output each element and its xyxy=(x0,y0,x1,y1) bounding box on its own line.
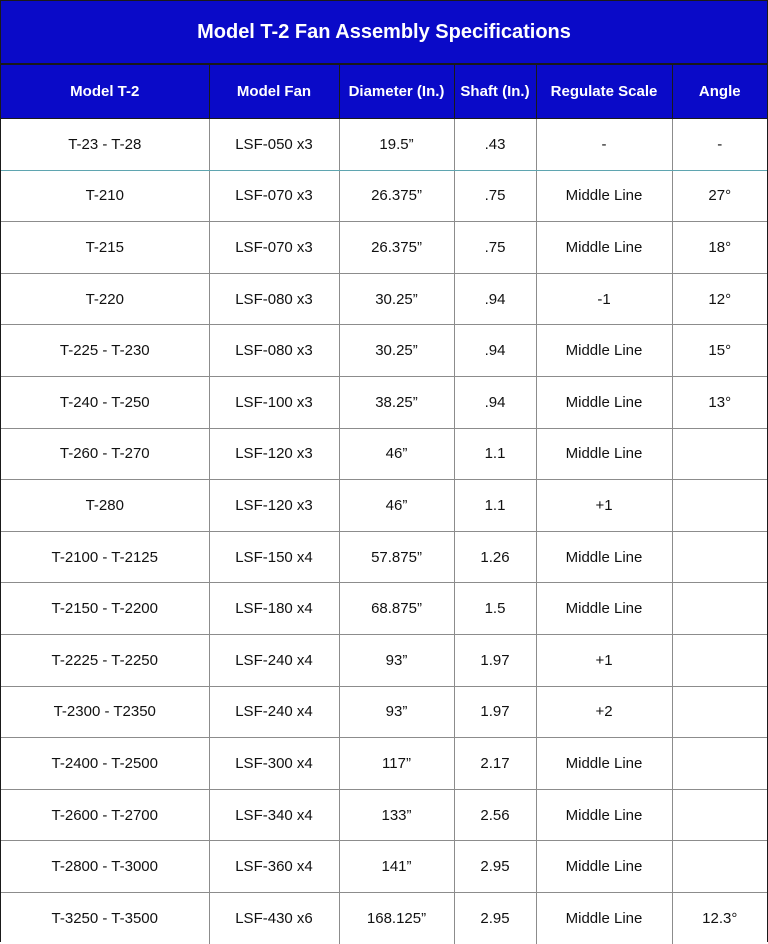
table-row xyxy=(1,222,767,274)
model-cell: T-2300 - T2350 xyxy=(1,686,209,738)
table-row xyxy=(1,480,767,532)
diameter-cell: 93” xyxy=(339,686,454,738)
regulate-scale-cell: -1 xyxy=(536,273,672,325)
diameter-cell: 133” xyxy=(339,789,454,841)
table-row xyxy=(1,119,767,171)
shaft-cell: 1.5 xyxy=(454,583,536,635)
regulate-scale-cell: Middle Line xyxy=(536,531,672,583)
regulate-scale-cell: Middle Line xyxy=(536,222,672,274)
angle-cell: 12° xyxy=(672,273,767,325)
shaft-cell: .75 xyxy=(454,170,536,222)
regulate-scale-cell: Middle Line xyxy=(536,789,672,841)
model-cell: T-240 - T-250 xyxy=(1,376,209,428)
table-row xyxy=(1,428,767,480)
model-cell: T-2800 - T-3000 xyxy=(1,841,209,893)
angle-cell xyxy=(672,789,767,841)
shaft-cell: 2.56 xyxy=(454,789,536,841)
angle-cell xyxy=(672,686,767,738)
column-header-angle: Angle xyxy=(672,65,767,119)
model-cell: T-215 xyxy=(1,222,209,274)
shaft-cell: 2.17 xyxy=(454,738,536,790)
model-cell: T-3250 - T-3500 xyxy=(1,892,209,944)
regulate-scale-cell: +1 xyxy=(536,634,672,686)
fan-cell: LSF-240 x4 xyxy=(209,686,339,738)
regulate-scale-cell: - xyxy=(536,119,672,171)
diameter-cell: 93” xyxy=(339,634,454,686)
regulate-scale-cell: Middle Line xyxy=(536,170,672,222)
regulate-scale-cell: Middle Line xyxy=(536,428,672,480)
fan-cell: LSF-340 x4 xyxy=(209,789,339,841)
column-header-diameter: Diameter (In.) xyxy=(339,65,454,119)
angle-cell xyxy=(672,480,767,532)
diameter-cell: 141” xyxy=(339,841,454,893)
fan-cell: LSF-050 x3 xyxy=(209,119,339,171)
fan-cell: LSF-430 x6 xyxy=(209,892,339,944)
column-header-model: Model T-2 xyxy=(1,65,209,119)
model-cell: T-260 - T-270 xyxy=(1,428,209,480)
fan-cell: LSF-120 x3 xyxy=(209,428,339,480)
angle-cell xyxy=(672,583,767,635)
fan-cell: LSF-080 x3 xyxy=(209,325,339,377)
table-body xyxy=(1,119,767,944)
angle-cell: 12.3° xyxy=(672,892,767,944)
shaft-cell: 1.26 xyxy=(454,531,536,583)
spec-table xyxy=(1,64,767,944)
column-header-fan: Model Fan xyxy=(209,65,339,119)
table-row xyxy=(1,376,767,428)
model-cell: T-2600 - T-2700 xyxy=(1,789,209,841)
shaft-cell: 1.97 xyxy=(454,686,536,738)
angle-cell xyxy=(672,738,767,790)
model-cell: T-2225 - T-2250 xyxy=(1,634,209,686)
fan-cell: LSF-180 x4 xyxy=(209,583,339,635)
page-title: Model T-2 Fan Assembly Specifications xyxy=(1,1,767,64)
regulate-scale-cell: +1 xyxy=(536,480,672,532)
diameter-cell: 30.25” xyxy=(339,273,454,325)
shaft-cell: 1.97 xyxy=(454,634,536,686)
fan-cell: LSF-120 x3 xyxy=(209,480,339,532)
angle-cell: 15° xyxy=(672,325,767,377)
angle-cell xyxy=(672,531,767,583)
shaft-cell: .94 xyxy=(454,273,536,325)
shaft-cell: .94 xyxy=(454,376,536,428)
regulate-scale-cell: Middle Line xyxy=(536,738,672,790)
fan-cell: LSF-070 x3 xyxy=(209,222,339,274)
table-row xyxy=(1,273,767,325)
column-header-shaft: Shaft (In.) xyxy=(454,65,536,119)
diameter-cell: 57.875” xyxy=(339,531,454,583)
fan-cell: LSF-070 x3 xyxy=(209,170,339,222)
angle-cell xyxy=(672,428,767,480)
fan-cell: LSF-080 x3 xyxy=(209,273,339,325)
model-cell: T-220 xyxy=(1,273,209,325)
regulate-scale-cell: +2 xyxy=(536,686,672,738)
fan-cell: LSF-300 x4 xyxy=(209,738,339,790)
table-row xyxy=(1,841,767,893)
angle-cell: 13° xyxy=(672,376,767,428)
model-cell: T-23 - T-28 xyxy=(1,119,209,171)
model-cell: T-210 xyxy=(1,170,209,222)
column-header-regulate-scale: Regulate Scale xyxy=(536,65,672,119)
regulate-scale-cell: Middle Line xyxy=(536,892,672,944)
shaft-cell: 1.1 xyxy=(454,480,536,532)
diameter-cell: 117” xyxy=(339,738,454,790)
diameter-cell: 30.25” xyxy=(339,325,454,377)
angle-cell: - xyxy=(672,119,767,171)
angle-cell: 27° xyxy=(672,170,767,222)
regulate-scale-cell: Middle Line xyxy=(536,325,672,377)
model-cell: T-225 - T-230 xyxy=(1,325,209,377)
shaft-cell: 2.95 xyxy=(454,841,536,893)
regulate-scale-cell: Middle Line xyxy=(536,376,672,428)
regulate-scale-cell: Middle Line xyxy=(536,841,672,893)
table-row xyxy=(1,583,767,635)
table-row xyxy=(1,686,767,738)
shaft-cell: 1.1 xyxy=(454,428,536,480)
table-row xyxy=(1,789,767,841)
angle-cell xyxy=(672,634,767,686)
header-row xyxy=(1,65,767,119)
table-row xyxy=(1,170,767,222)
angle-cell: 18° xyxy=(672,222,767,274)
diameter-cell: 19.5” xyxy=(339,119,454,171)
table-row xyxy=(1,892,767,944)
diameter-cell: 68.875” xyxy=(339,583,454,635)
table-row xyxy=(1,738,767,790)
fan-cell: LSF-360 x4 xyxy=(209,841,339,893)
shaft-cell: .75 xyxy=(454,222,536,274)
fan-cell: LSF-150 x4 xyxy=(209,531,339,583)
shaft-cell: .94 xyxy=(454,325,536,377)
angle-cell xyxy=(672,841,767,893)
model-cell: T-2100 - T-2125 xyxy=(1,531,209,583)
table-row xyxy=(1,634,767,686)
diameter-cell: 46” xyxy=(339,480,454,532)
diameter-cell: 168.125” xyxy=(339,892,454,944)
diameter-cell: 26.375” xyxy=(339,170,454,222)
diameter-cell: 38.25” xyxy=(339,376,454,428)
model-cell: T-280 xyxy=(1,480,209,532)
table-row xyxy=(1,531,767,583)
fan-cell: LSF-100 x3 xyxy=(209,376,339,428)
model-cell: T-2400 - T-2500 xyxy=(1,738,209,790)
shaft-cell: 2.95 xyxy=(454,892,536,944)
shaft-cell: .43 xyxy=(454,119,536,171)
regulate-scale-cell: Middle Line xyxy=(536,583,672,635)
diameter-cell: 26.375” xyxy=(339,222,454,274)
model-cell: T-2150 - T-2200 xyxy=(1,583,209,635)
fan-cell: LSF-240 x4 xyxy=(209,634,339,686)
table-row xyxy=(1,325,767,377)
diameter-cell: 46” xyxy=(339,428,454,480)
